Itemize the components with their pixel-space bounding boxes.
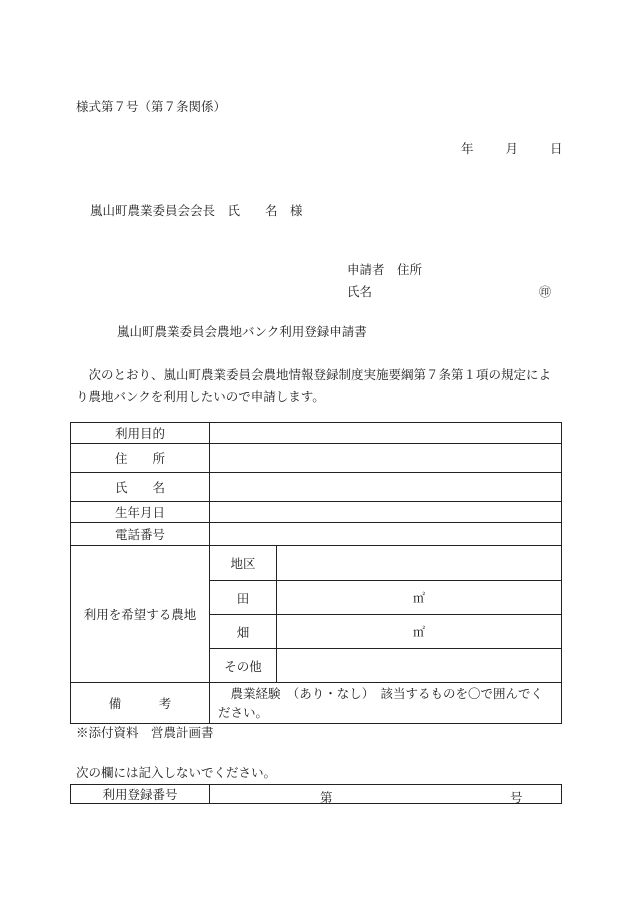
phone-label: 電話番号 <box>71 523 210 546</box>
farmland-label: 利用を希望する農地 <box>71 546 210 683</box>
other-label: その他 <box>210 649 277 683</box>
phone-value[interactable] <box>210 523 562 546</box>
table-row <box>71 546 562 581</box>
name-value[interactable] <box>210 473 562 502</box>
rice-field-label: 田 <box>210 581 277 615</box>
table-row <box>71 523 562 546</box>
applicant-address-label: 申請者 住所 <box>347 262 423 277</box>
field-label: 畑 <box>210 615 277 649</box>
table-row <box>71 473 562 502</box>
form-number: 様式第７号（第７条関係） <box>76 99 227 114</box>
registration-value <box>210 785 562 804</box>
purpose-value[interactable] <box>210 423 562 444</box>
addressee: 嵐山町農業委員会会長 氏 名 様 <box>90 203 303 218</box>
table-row <box>71 785 562 804</box>
other-value[interactable] <box>277 649 562 683</box>
date-month: 月 <box>505 141 519 156</box>
registration-gou: 号 <box>510 790 523 805</box>
document-title: 嵐山町農業委員会農地バンク利用登録申請書 <box>117 324 367 339</box>
purpose-label: 利用目的 <box>71 423 210 444</box>
table-row <box>71 683 562 724</box>
table-row <box>71 502 562 523</box>
birthdate-label: 生年月日 <box>71 502 210 523</box>
seal-mark: ㊞ <box>539 285 552 299</box>
district-value[interactable] <box>277 546 562 581</box>
do-not-fill-note: 次の欄には記入しないでください。 <box>76 765 277 780</box>
field-unit: ㎡ <box>412 625 425 639</box>
registration-label: 利用登録番号 <box>71 785 210 804</box>
birthdate-value[interactable] <box>210 502 562 523</box>
name-label: 氏 名 <box>71 473 210 502</box>
date-day: 日 <box>550 141 563 156</box>
application-statement: 次のとおり、嵐山町農業委員会農地情報登録制度実施要綱第７条第１項の規定により農地バンクを利用したいので申請します。 <box>76 367 552 404</box>
address-label: 住 所 <box>71 444 210 473</box>
rice-field-area[interactable] <box>277 581 562 615</box>
date-line <box>461 143 563 156</box>
table-row <box>71 423 562 444</box>
rice-field-unit: ㎡ <box>412 591 425 605</box>
registration-dai: 第 <box>320 790 333 805</box>
application-table <box>70 422 562 724</box>
district-label: 地区 <box>210 546 277 581</box>
registration-table <box>70 784 562 804</box>
table-row <box>71 444 562 473</box>
address-value[interactable] <box>210 444 562 473</box>
remarks-label: 備 考 <box>71 683 210 724</box>
date-year: 年 <box>461 141 474 156</box>
applicant-name-label: 氏名 <box>347 284 373 299</box>
attachment-note: ※添付資料 営農計画書 <box>76 725 214 740</box>
field-area[interactable] <box>277 615 562 649</box>
remarks-text: 農業経験 （あり・なし） 該当するものを〇で囲んでください。 <box>210 683 562 724</box>
